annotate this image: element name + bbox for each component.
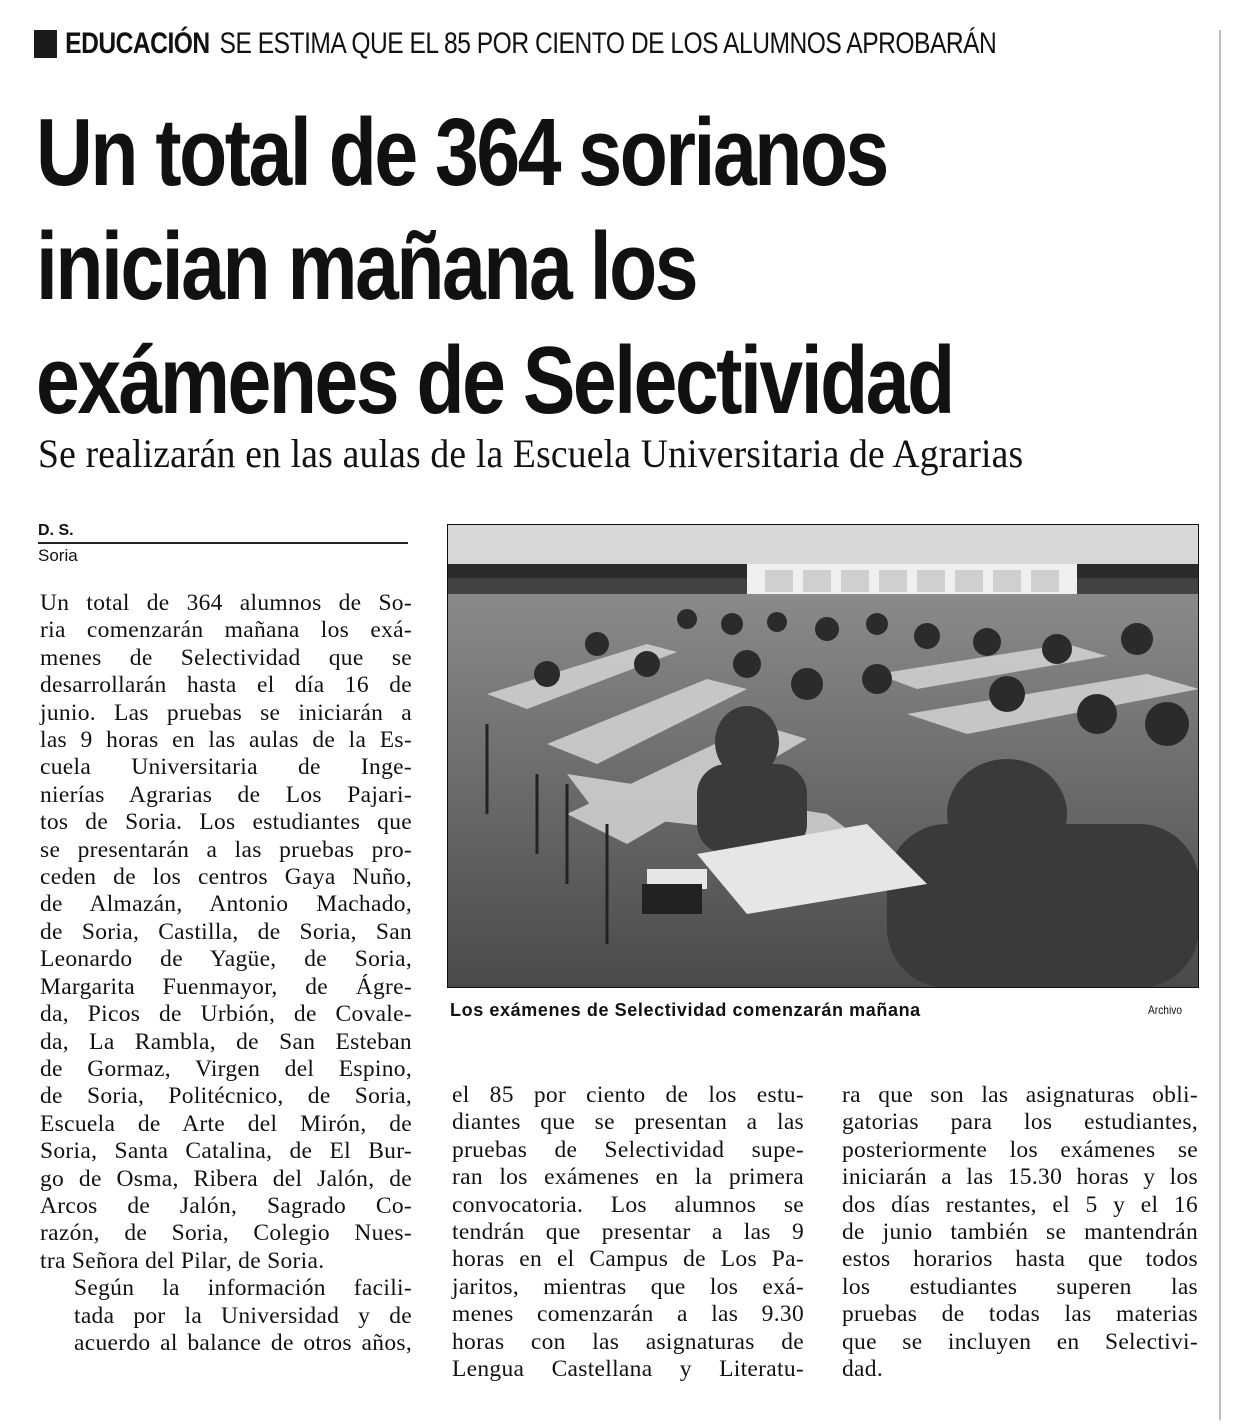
text-line: de junio también se mantendrán [842, 1219, 1198, 1246]
text-line: desarrollarán hasta el día 16 de [40, 672, 412, 699]
text-line: dos días restantes, el 5 y el 16 [842, 1191, 1198, 1218]
headline-line: Un total de 364 sorianos [36, 99, 887, 206]
subheadline: Se realizarán en las aulas de la Escuela Universitaria de Agrarias [38, 431, 1024, 476]
text-line: menes comenzarán a las 9.30 [452, 1301, 804, 1328]
text-line: tada por la Universidad y de [74, 1302, 412, 1329]
text-line: convocatoria. Los alumnos se [452, 1191, 804, 1218]
text-line: de Soria, Politécnico, de Soria, [40, 1083, 412, 1110]
text-line: dad. [842, 1356, 884, 1383]
text-line: posteriormente los exámenes se [842, 1136, 1198, 1163]
text-line: diantes que se presentan a las [452, 1109, 804, 1136]
byline-location: Soria [38, 546, 78, 565]
kicker [34, 24, 996, 64]
text-line: los estudiantes superen las [842, 1273, 1198, 1300]
text-line: ceden de los centros Gaya Nuño, [40, 864, 412, 891]
text-line: tra Señora del Pilar, de Soria. [40, 1247, 325, 1274]
photo-credit: Archivo [1148, 1003, 1183, 1017]
body-column-1 [40, 590, 412, 1357]
text-line: horas en el Campus de Los Pa- [452, 1246, 804, 1273]
text-line: cuela Universitaria de Inge- [40, 754, 412, 781]
text-line: jaritos, mientras que los exá- [452, 1273, 804, 1300]
headline-line: inician mañana los [36, 213, 697, 320]
text-line: acuerdo al balance de otros años, [74, 1329, 412, 1356]
kicker-text: SE ESTIMA QUE EL 85 POR CIENTO DE LOS ALUMNOS APROBARÁN [219, 27, 997, 60]
text-line: junio. Las pruebas se iniciarán a [40, 699, 412, 726]
headline [36, 96, 1184, 438]
body-paragraph [842, 1082, 1198, 1383]
text-line: que se incluyen en Selectivi- [842, 1328, 1198, 1355]
text-line: Un total de 364 alumnos de So- [40, 590, 412, 616]
text-line: Arcos de Jalón, Sagrado Co- [40, 1192, 412, 1219]
text-line: da, Picos de Urbión, de Covale- [40, 1001, 412, 1028]
photo-caption: Los exámenes de Selectividad comenzarán mañana [450, 1000, 921, 1020]
text-line: go de Osma, Ribera del Jalón, de [40, 1165, 412, 1192]
byline-author: D. S. [38, 522, 408, 544]
text-line: Según la información facili- [74, 1275, 412, 1302]
body-paragraph [40, 590, 412, 1275]
text-line: el 85 por ciento de los estu- [452, 1082, 804, 1108]
text-line: iniciarán a las 15.30 horas y los [842, 1164, 1198, 1191]
text-line: ra que son las asignaturas obli- [842, 1082, 1198, 1108]
exam-classroom-photo-icon [447, 524, 1199, 988]
kicker-section: EDUCACIÓN [65, 27, 210, 60]
text-line: las 9 horas en las aulas de la Es- [40, 727, 412, 754]
text-line: pruebas de Selectividad supe- [452, 1136, 804, 1163]
text-line: de Gormaz, Virgen del Espino, [40, 1055, 412, 1082]
body-column-2 [452, 1082, 804, 1383]
text-line: Lengua Castellana y Literatu- [452, 1356, 804, 1383]
text-line: ran los exámenes en la primera [452, 1164, 804, 1191]
text-line: tos de Soria. Los estudiantes que [40, 809, 412, 836]
body-column-3 [842, 1082, 1198, 1383]
text-line: horas con las asignaturas de [452, 1328, 804, 1355]
page-edge-rule [1219, 30, 1221, 1420]
text-line: nierías Agrarias de Los Pajari- [40, 781, 412, 808]
text-line: gatorias para los estudiantes, [842, 1109, 1198, 1136]
text-line: Margarita Fuenmayor, de Ágre- [40, 973, 412, 1000]
headline-line: exámenes de Selectividad [36, 327, 953, 434]
body-paragraph [452, 1082, 804, 1383]
body-paragraph [40, 1275, 412, 1357]
text-line: pruebas de todas las materias [842, 1301, 1198, 1328]
text-line: estos horarios hasta que todos [842, 1246, 1198, 1273]
text-line: de Soria, Castilla, de Soria, San [40, 918, 412, 945]
section-square-icon [34, 30, 57, 58]
text-line: Leonardo de Yagüe, de Soria, [40, 946, 412, 973]
byline [38, 522, 408, 566]
text-line: tendrán que presentar a las 9 [452, 1219, 804, 1246]
exam-classroom-photo [447, 524, 1199, 988]
text-line: de Almazán, Antonio Machado, [40, 891, 412, 918]
text-line: se presentarán a las pruebas pro- [40, 836, 412, 863]
text-line: da, La Rambla, de San Esteban [40, 1028, 412, 1055]
text-line: razón, de Soria, Colegio Nues- [40, 1220, 412, 1247]
text-line: Escuela de Arte del Mirón, de [40, 1110, 412, 1137]
text-line: ria comenzarán mañana los exá- [40, 617, 412, 644]
text-line: menes de Selectividad que se [40, 644, 412, 671]
text-line: Soria, Santa Catalina, de El Bur- [40, 1138, 412, 1165]
